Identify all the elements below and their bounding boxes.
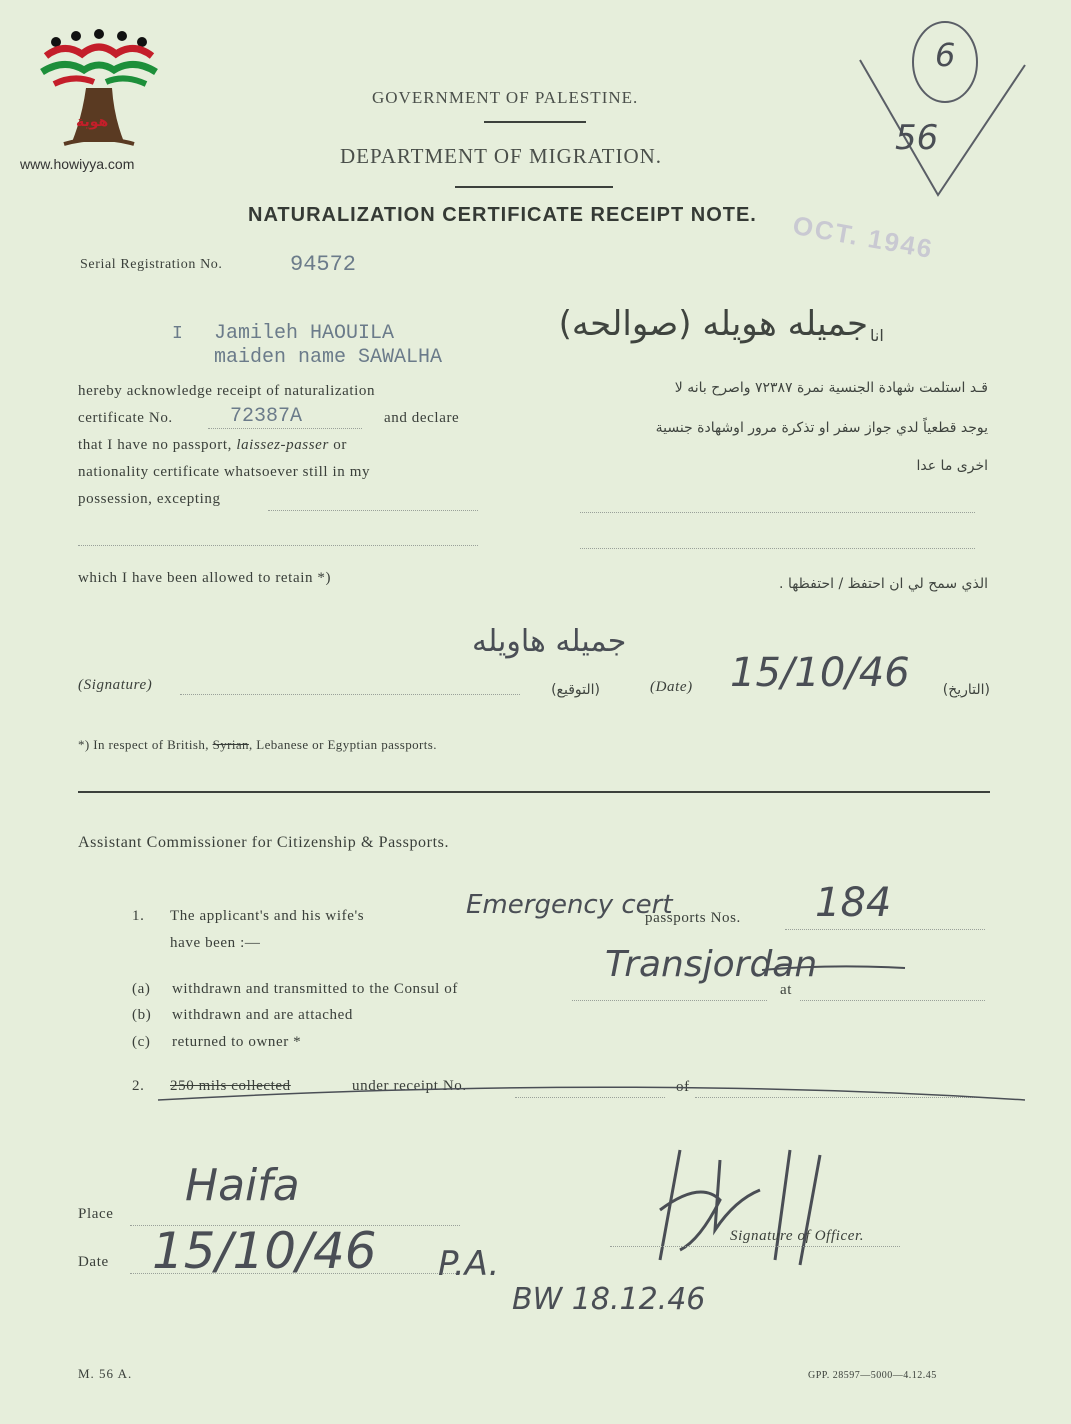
item2-struck-text: 250 mils collected <box>170 1078 291 1094</box>
option-a-text: withdrawn and transmitted to the Consul of <box>172 981 458 997</box>
date-value: 15/10/46 <box>730 650 910 696</box>
body-en-line5: possession, excepting <box>78 491 221 507</box>
dotted-line <box>268 510 478 511</box>
option-c-label: (c) <box>132 1034 151 1050</box>
dotted-line <box>785 929 985 930</box>
serial-value: 94572 <box>290 252 357 277</box>
body-en-line3: that I have no passport, laissez-passer or <box>78 437 347 453</box>
option-a-at: at <box>780 982 793 998</box>
option-b-label: (b) <box>132 1007 152 1023</box>
officer-signature-label: Signature of Officer. <box>730 1228 865 1244</box>
body-en-line2a: certificate No. <box>78 410 173 426</box>
divider <box>455 186 613 188</box>
body-ar-line2: يوجد قطعياً لدي جواز سفر او تذكرة مرور اوشهادة جنسية <box>655 420 988 436</box>
pa-mark: P.A. <box>438 1244 500 1284</box>
dotted-line <box>580 548 975 549</box>
body-en-line2b: and declare <box>384 410 460 426</box>
item1-number: 1. <box>132 908 145 924</box>
item1-passport-no: 184 <box>815 880 892 926</box>
date-label-officer: Date <box>78 1254 109 1270</box>
corner-circled-number: 6 <box>935 36 956 74</box>
body-en-line1: hereby acknowledge receipt of naturalization <box>78 383 376 399</box>
dotted-line <box>572 1000 767 1001</box>
body-ar-line3: اخرى ما عدا <box>916 458 988 474</box>
howiyya-logo <box>20 22 174 182</box>
serial-label: Serial Registration No. <box>80 257 223 272</box>
item1-text-b: passports Nos. <box>645 910 741 926</box>
section2-heading: Assistant Commissioner for Citizenship & Passports. <box>78 834 450 851</box>
date-stamp: OCT. 1946 <box>790 209 936 265</box>
item2-of: of <box>676 1079 690 1095</box>
place-value: Haifa <box>185 1160 300 1211</box>
item2-number: 2. <box>132 1078 145 1094</box>
dotted-line <box>180 694 520 695</box>
item1-handwritten-type: Emergency cert <box>466 890 673 920</box>
transjordan-handwritten: Transjordan <box>605 944 818 985</box>
date-label-ar: (التاريخ) <box>942 682 990 698</box>
bw-mark: BW 18.12.46 <box>512 1282 706 1317</box>
declarant-prefix-ar: انا <box>870 326 884 345</box>
dotted-line <box>610 1246 900 1247</box>
date-label: (Date) <box>650 679 693 695</box>
declarant-prefix-en: I <box>172 324 183 344</box>
tree-logo-icon <box>24 22 174 162</box>
retain-en: which I have been allowed to retain *) <box>78 570 332 586</box>
dotted-line <box>580 512 975 513</box>
form-code-left: M. 56 A. <box>78 1366 133 1381</box>
logo-site-url: www.howiyya.com <box>20 156 135 172</box>
declarant-name-en: Jamileh HAOUILA <box>214 322 395 345</box>
option-c-text: returned to owner * <box>172 1034 302 1050</box>
underline-stroke <box>760 958 910 978</box>
dotted-line <box>208 428 362 429</box>
signature-label-ar: (التوقيع) <box>551 682 600 698</box>
divider <box>484 121 586 123</box>
option-a-label: (a) <box>132 981 151 997</box>
form-code-right: GPP. 28597—5000—4.12.45 <box>808 1370 937 1381</box>
officer-signature <box>640 1140 870 1280</box>
item2-text: under receipt No. <box>352 1078 467 1094</box>
corner-number: 56 <box>895 118 939 158</box>
option-b-text: withdrawn and are attached <box>172 1007 353 1023</box>
handwritten-signature-ar: جميله هاويله <box>472 624 627 659</box>
item1-text-c: have been :— <box>170 935 261 951</box>
body-en-line4: nationality certificate whatsoever still in my <box>78 464 371 480</box>
place-label: Place <box>78 1206 114 1222</box>
section-divider <box>78 791 990 793</box>
declarant-name-ar: جميله هويله (صوالحه) <box>558 304 868 344</box>
footnote: *) In respect of British, Syrian, Lebanese or Egyptian passports. <box>78 737 437 752</box>
document-title: NATURALIZATION CERTIFICATE RECEIPT NOTE. <box>248 204 757 226</box>
retain-ar: الذي سمح لي ان احتفظ / احتفظها . <box>779 576 988 592</box>
strike-stroke <box>150 1070 1030 1110</box>
government-heading: GOVERNMENT OF PALESTINE. <box>372 88 639 107</box>
dotted-line <box>78 545 478 546</box>
dotted-line <box>800 1000 985 1001</box>
certificate-number: 72387A <box>230 405 303 428</box>
logo-arabic-brand: هوية <box>76 114 109 130</box>
signature-label: (Signature) <box>78 677 153 693</box>
item1-text-a: The applicant's and his wife's <box>170 908 365 924</box>
declarant-maiden-en: maiden name SAWALHA <box>214 346 443 369</box>
officer-date-value: 15/10/46 <box>152 1222 377 1280</box>
body-ar-line1: قـد استلمت شهادة الجنسية نمرة ٧٢٣٨٧ واصرح بانه لا <box>674 380 988 396</box>
department-heading: DEPARTMENT OF MIGRATION. <box>340 144 663 168</box>
